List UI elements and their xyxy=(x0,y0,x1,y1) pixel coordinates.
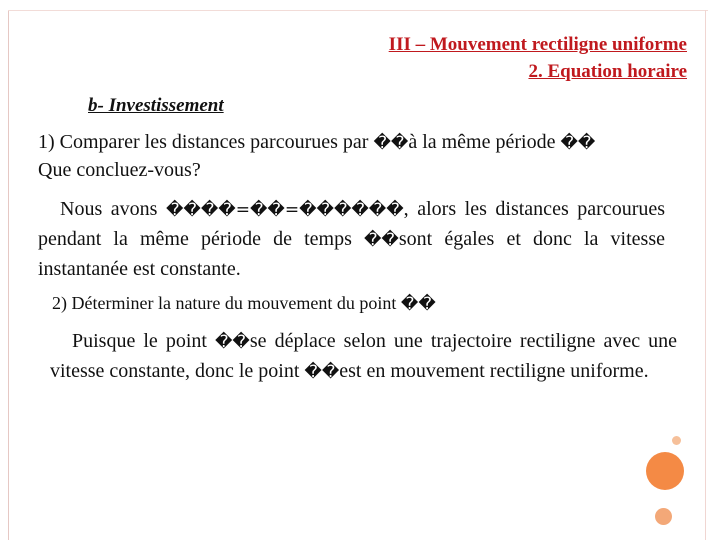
question-1-text-middle: à la même période xyxy=(408,131,561,153)
decorative-circle-small xyxy=(655,508,672,525)
slide-frame-right-rule xyxy=(705,10,706,540)
section-title: 2. Equation horaire xyxy=(528,61,687,82)
question-1-text-start: 1) Comparer les distances parcourues par xyxy=(38,131,374,153)
question-1-line-2: Que concluez-vous? xyxy=(38,159,201,181)
answer-1-text-end: sont égales et donc la vitesse instantanée est constante. xyxy=(38,228,665,280)
answer-1-formula: ����=��=������ xyxy=(166,200,404,220)
answer-1-symbol: �� xyxy=(364,230,399,250)
slide-frame-left-rule xyxy=(8,10,9,540)
question-1-symbol-a: �� xyxy=(373,133,409,153)
chapter-title: III – Mouvement rectiligne uniforme xyxy=(388,34,687,55)
answer-1-text-middle: , alors les distances parcourues pendant la même période de temps xyxy=(38,198,666,250)
question-2-text: 2) Déterminer la nature du mouvement du point xyxy=(52,293,401,313)
question-2-symbol: �� xyxy=(400,294,436,314)
decorative-circle-large xyxy=(646,452,684,490)
decorative-circle-tiny xyxy=(672,436,681,445)
answer-2-text-start: Puisque le point xyxy=(72,330,215,352)
answer-2-symbol-1: �� xyxy=(215,332,250,352)
subsection-heading: b- Investissement xyxy=(88,95,224,116)
answer-2-paragraph xyxy=(50,327,677,387)
answer-2-text-end: est en mouvement rectiligne uniforme. xyxy=(339,360,649,382)
answer-1-text-start: Nous avons xyxy=(60,198,166,220)
answer-2-text-middle: se déplace selon une trajectoire rectiligne avec une vitesse constante, donc le point xyxy=(50,330,678,382)
question-1 xyxy=(38,131,595,154)
slide-frame-top-rule xyxy=(8,10,708,11)
question-2 xyxy=(52,293,436,314)
answer-1-paragraph xyxy=(38,195,665,284)
question-1-symbol-b: �� xyxy=(560,133,596,153)
answer-2-symbol-2: �� xyxy=(304,362,340,382)
